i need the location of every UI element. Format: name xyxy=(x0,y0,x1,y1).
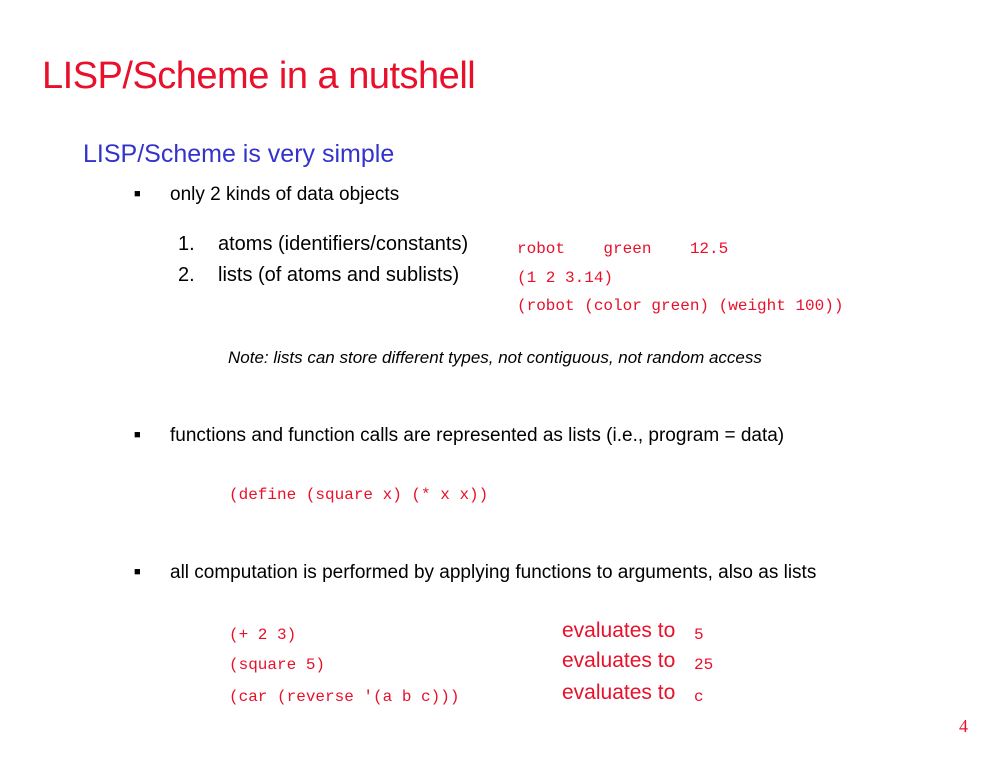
code-example-car: (car (reverse '(a b c))) xyxy=(229,688,460,706)
code-list-robot: (robot (color green) (weight 100)) xyxy=(517,297,844,315)
bullet-data-objects: only 2 kinds of data objects xyxy=(170,184,400,205)
bullet-square-icon: ■ xyxy=(134,188,141,200)
item-number-1: 1. xyxy=(178,233,195,255)
result-2: 25 xyxy=(694,656,714,674)
result-3: c xyxy=(694,688,704,706)
page-number: 4 xyxy=(959,716,968,736)
evaluates-label: evaluates to xyxy=(562,619,676,642)
bullet-functions-as-lists: functions and function calls are represented as lists (i.e., program = data) xyxy=(170,425,785,446)
item-number-2: 2. xyxy=(178,264,195,286)
slide-title: LISP/Scheme in a nutshell xyxy=(42,55,476,97)
note-lists: Note: lists can store different types, not contiguous, not random access xyxy=(228,348,762,367)
item-lists: lists (of atoms and sublists) xyxy=(218,264,460,286)
bullet-square-icon: ■ xyxy=(134,566,141,578)
item-atoms: atoms (identifiers/constants) xyxy=(218,233,469,255)
result-1: 5 xyxy=(694,626,704,644)
code-define-square: (define (square x) (* x x)) xyxy=(229,486,489,504)
evaluates-label: evaluates to xyxy=(562,681,676,704)
bullet-computation: all computation is performed by applying functions to arguments, also as lists xyxy=(170,562,817,583)
code-atoms: robot green 12.5 xyxy=(517,240,729,258)
code-example-square: (square 5) xyxy=(229,656,326,674)
code-example-add: (+ 2 3) xyxy=(229,626,297,644)
bullet-square-icon: ■ xyxy=(134,429,141,441)
evaluates-label: evaluates to xyxy=(562,649,676,672)
code-list-numbers: (1 2 3.14) xyxy=(517,269,614,287)
slide-subtitle: LISP/Scheme is very simple xyxy=(83,140,395,168)
